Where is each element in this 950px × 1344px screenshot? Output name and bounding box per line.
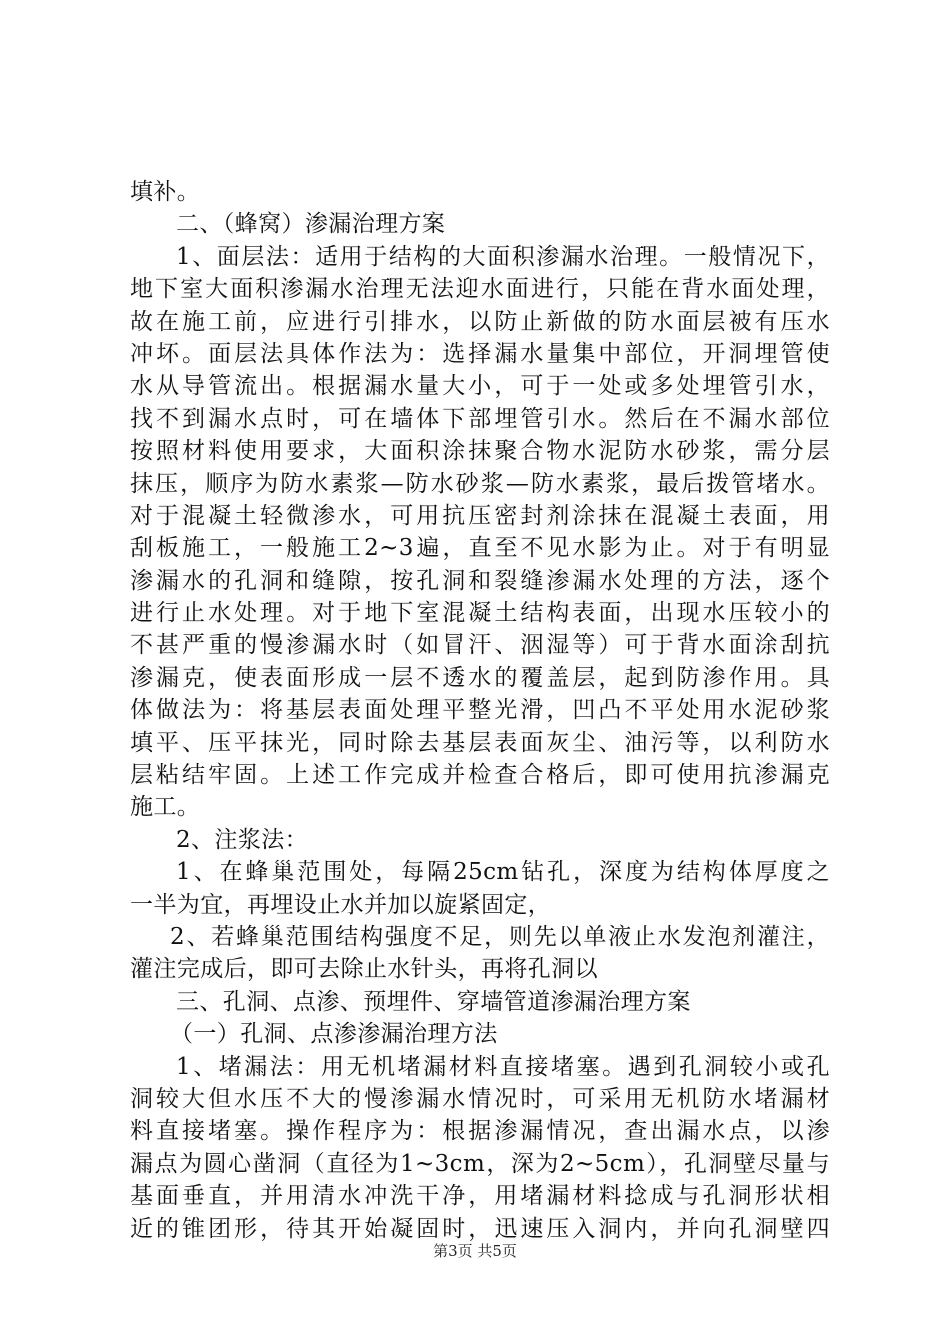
text-line: 二、（蜂窝）渗漏治理方案 bbox=[176, 211, 446, 238]
text-line: 一半为宜，再埋设止水并加以旋紧固定， bbox=[130, 891, 552, 918]
text-line: 填补。 bbox=[130, 179, 201, 205]
text-line: 灌注完成后，即可去除止水针头，再将孔洞以 bbox=[130, 956, 598, 983]
text-line: 水从导管流出。根据漏水量大小，可于一处或多处埋管引水， bbox=[130, 373, 830, 400]
text-line: 料直接堵塞。操作程序为：根据渗漏情况，查出漏水点，以渗 bbox=[130, 1118, 830, 1145]
text-line: 按照材料使用要求，大面积涂抹聚合物水泥防水砂浆，需分层 bbox=[130, 438, 830, 465]
text-line: 不甚严重的慢渗漏水时（如冒汗、洇湿等）可于背水面涂刮抗 bbox=[130, 632, 830, 659]
text-line: 三、孔洞、点渗、预埋件、穿墙管道渗漏治理方案 bbox=[176, 988, 691, 1015]
text-line: 施工。 bbox=[130, 794, 201, 821]
text-line: 1、在蜂巢范围处，每隔25cm钻孔，深度为结构体厚度之 bbox=[176, 859, 830, 886]
text-line: 2、注浆法： bbox=[176, 826, 309, 853]
text-line: 漏点为圆心凿洞（直径为1~3cm，深为2~5cm），孔洞壁尽量与 bbox=[130, 1150, 830, 1177]
text-line: 找不到漏水点时，可在墙体下部埋管引水。然后在不漏水部位 bbox=[130, 405, 830, 432]
text-line: 刮板施工，一般施工2~3遍，直至不见水影为止。对于有明显 bbox=[130, 535, 830, 562]
text-line: 故在施工前，应进行引排水，以防止新做的防水面层被有压水 bbox=[130, 308, 830, 335]
text-line: 近的锥团形，待其开始凝固时，迅速压入洞内，并向孔洞壁四 bbox=[130, 1215, 830, 1242]
text-line: 基面垂直，并用清水冲洗干净，用堵漏材料捻成与孔洞形状相 bbox=[130, 1183, 830, 1210]
text-line: 洞较大但水压不大的慢渗漏水情况时，可采用无机防水堵漏材 bbox=[130, 1085, 830, 1112]
text-line: 渗漏水的孔洞和缝隙，按孔洞和裂缝渗漏水处理的方法，逐个 bbox=[130, 567, 830, 594]
text-line: 冲坏。面层法具体作法为：选择漏水量集中部位，开洞埋管使 bbox=[130, 340, 830, 367]
text-line: 地下室大面积渗漏水治理无法迎水面进行，只能在背水面处理， bbox=[130, 276, 830, 303]
document-body bbox=[130, 176, 830, 1245]
text-line: 1、面层法：适用于结构的大面积渗漏水治理。一般情况下， bbox=[176, 243, 830, 270]
text-line: 体做法为：将基层表面处理平整光滑，凹凸不平处用水泥砂浆 bbox=[130, 697, 830, 724]
text-line: 进行止水处理。对于地下室混凝土结构表面，出现水压较小的 bbox=[130, 600, 830, 627]
text-line: （一）孔洞、点渗渗漏治理方法 bbox=[170, 1021, 498, 1048]
text-line: 填平、压平抹光，同时除去基层表面灰尘、油污等，以利防水 bbox=[130, 729, 830, 756]
text-line: 2、若蜂巢范围结构强度不足，则先以单液止水发泡剂灌注， bbox=[170, 923, 830, 950]
text-line: 1、堵漏法：用无机堵漏材料直接堵塞。遇到孔洞较小或孔 bbox=[176, 1053, 830, 1080]
text-line: 对于混凝土轻微渗水，可用抗压密封剂涂抹在混凝土表面，用 bbox=[130, 502, 830, 529]
text-line: 渗漏克，使表面形成一层不透水的覆盖层，起到防渗作用。具 bbox=[130, 664, 830, 691]
page-footer: 第3页 共5页 bbox=[433, 1242, 517, 1260]
text-line: 抹压，顺序为防水素浆—防水砂浆—防水素浆，最后拨管堵水。 bbox=[130, 470, 830, 497]
text-line: 层粘结牢固。上述工作完成并检查合格后，即可使用抗渗漏克 bbox=[130, 762, 830, 789]
